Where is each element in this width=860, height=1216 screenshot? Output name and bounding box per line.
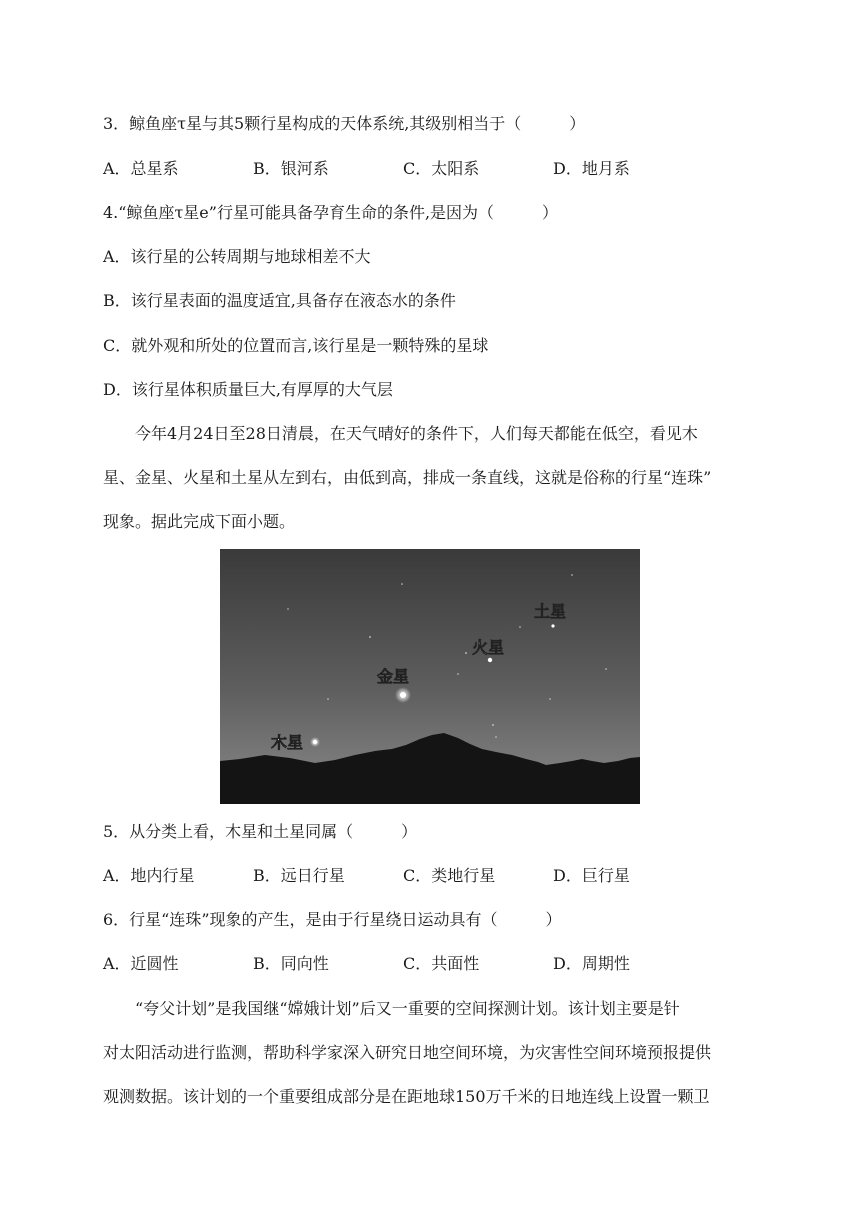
q5-option-c: C．类地行星 — [403, 866, 496, 885]
mars-marker — [488, 658, 492, 662]
q4-option-b: B．该行星表面的温度适宜,具备存在液态水的条件 — [103, 291, 456, 310]
q5-stem: 5．从分类上看，木星和土星同属（ ） — [103, 822, 418, 841]
q3-stem: 3．鲸鱼座τ星与其5颗行星构成的天体系统,其级别相当于（ ） — [103, 114, 586, 133]
q4-option-c: C．就外观和所处的位置而言,该行星是一颗特殊的星球 — [103, 336, 489, 355]
passage-line: 今年4月24日至28日清晨，在天气晴好的条件下，人们每天都能在低空，看见木 — [103, 424, 698, 443]
q4-stem: 4.“鲸鱼座τ星e”行星可能具备孕育生命的条件,是因为（ ） — [103, 203, 559, 222]
venus-label: 金星 — [377, 667, 410, 686]
q3-option-d: D．地月系 — [553, 159, 630, 178]
q3-option-a: A．总星系 — [103, 159, 179, 178]
q5-option-d: D．巨行星 — [553, 866, 630, 885]
passage-planet-alignment — [103, 423, 763, 555]
q6-stem: 6．行星“连珠”现象的产生，是由于行星绕日运动具有（ ） — [103, 910, 562, 929]
q4-option-a: A．该行星的公转周期与地球相差不大 — [103, 247, 371, 266]
venus-marker — [395, 687, 411, 703]
passage-line: 观测数据。该计划的一个重要组成部分是在距地球150万千米的日地连线上设置一颗卫 — [103, 1087, 710, 1106]
q5-option-b: B．远日行星 — [253, 866, 345, 885]
passage-kuafu-plan — [103, 998, 763, 1130]
q6-option-d: D．周期性 — [553, 954, 630, 973]
saturn-label: 土星 — [534, 602, 567, 621]
mars-label: 火星 — [472, 638, 505, 657]
jupiter-marker — [310, 737, 320, 747]
q6-option-a: A．近圆性 — [103, 954, 179, 973]
passage-line: 对太阳活动进行监测，帮助科学家深入研究日地空间环境，为灾害性空间环境预报提供 — [103, 1043, 712, 1062]
q3-option-b: B．银河系 — [253, 159, 329, 178]
passage-line: “夸父计划”是我国继“嫦娥计划”后又一重要的空间探测计划。该计划主要是针 — [103, 999, 680, 1018]
passage-line: 星、金星、火星和土星从左到右，由低到高，排成一条直线，这就是俗称的行星“连珠” — [103, 468, 712, 487]
q5-option-a: A．地内行星 — [103, 866, 195, 885]
jupiter-label: 木星 — [271, 733, 304, 752]
passage-line: 现象。据此完成下面小题。 — [103, 512, 296, 531]
saturn-marker — [551, 624, 554, 627]
planet-alignment-photo — [220, 549, 640, 804]
q6-option-c: C．共面性 — [403, 954, 480, 973]
q3-option-c: C．太阳系 — [403, 159, 480, 178]
q4-option-d: D．该行星体积质量巨大,有厚厚的大气层 — [103, 380, 393, 399]
q6-option-b: B．同向性 — [253, 954, 329, 973]
